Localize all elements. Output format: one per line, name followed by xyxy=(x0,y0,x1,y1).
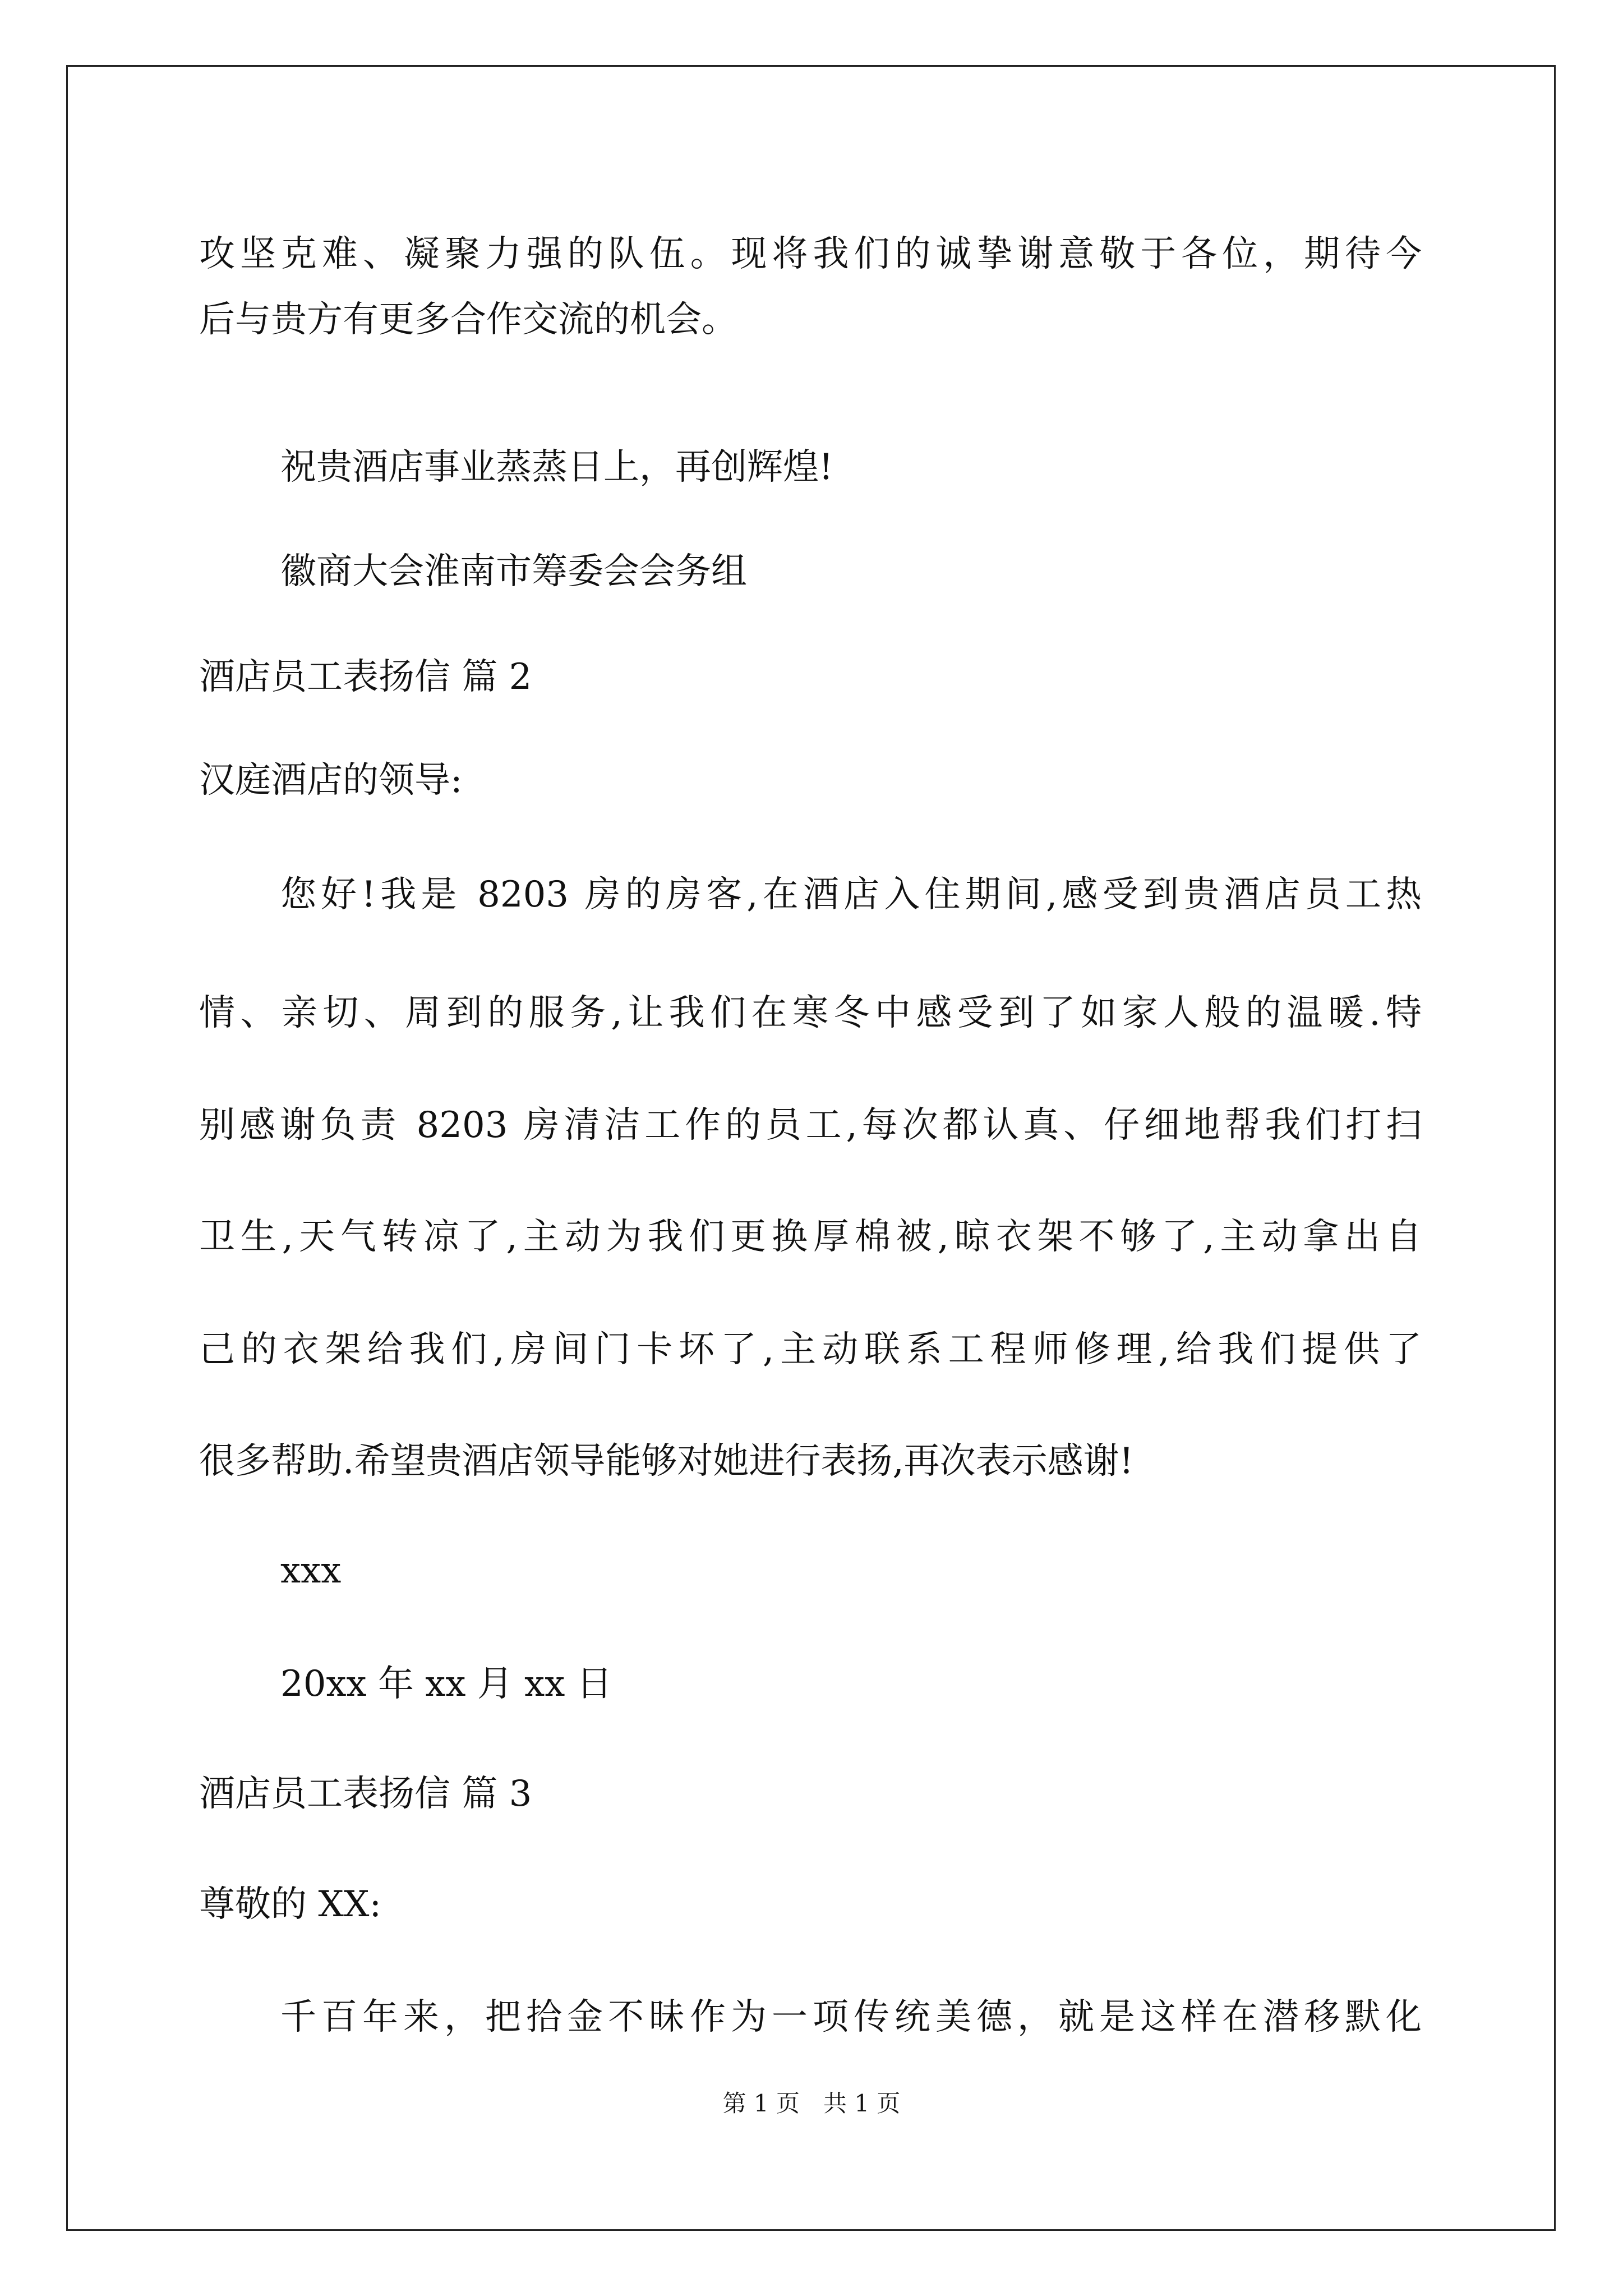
page-footer: 第 1 页 共 1 页 xyxy=(722,2090,901,2117)
salutation: 尊敬的 XX: xyxy=(199,1884,382,1925)
signature-date: 20xx 年 xx 月 xx 日 xyxy=(280,1663,612,1705)
signature-name: xxx xyxy=(280,1550,342,1591)
paragraph-line: 您好!我是 8203 房的房客,在酒店入住期间,感受到贵酒店员工热 xyxy=(280,874,1422,915)
paragraph-line: 别感谢负责 8203 房清洁工作的员工,每次都认真、仔细地帮我们打扫 xyxy=(199,1105,1422,1146)
paragraph-line: 后与贵方有更多合作交流的机会。 xyxy=(199,299,737,341)
paragraph-line: 千百年来，把拾金不昧作为一项传统美德，就是这样在潜移默化 xyxy=(280,1996,1422,2038)
paragraph-line: 很多帮助.希望贵酒店领导能够对她进行表扬,再次表示感谢! xyxy=(199,1441,1134,1482)
signature-org: 徽商大会淮南市筹委会会务组 xyxy=(280,551,747,592)
salutation: 汉庭酒店的领导: xyxy=(199,760,463,801)
section-heading: 酒店员工表扬信 篇 3 xyxy=(199,1773,532,1815)
paragraph-line: 己的衣架给我们,房间门卡坏了,主动联系工程师修理,给我们提供了 xyxy=(199,1329,1422,1370)
paragraph-line: 攻坚克难、凝聚力强的队伍。现将我们的诚挚谢意敬于各位，期待今 xyxy=(199,233,1422,275)
paragraph-line: 情、亲切、周到的服务,让我们在寒冬中感受到了如家人般的温暖.特 xyxy=(199,992,1422,1034)
closing-wish: 祝贵酒店事业蒸蒸日上，再创辉煌! xyxy=(280,447,833,488)
paragraph-line: 卫生,天气转凉了,主动为我们更换厚棉被,晾衣架不够了,主动拿出自 xyxy=(199,1216,1422,1258)
section-heading: 酒店员工表扬信 篇 2 xyxy=(199,656,532,698)
